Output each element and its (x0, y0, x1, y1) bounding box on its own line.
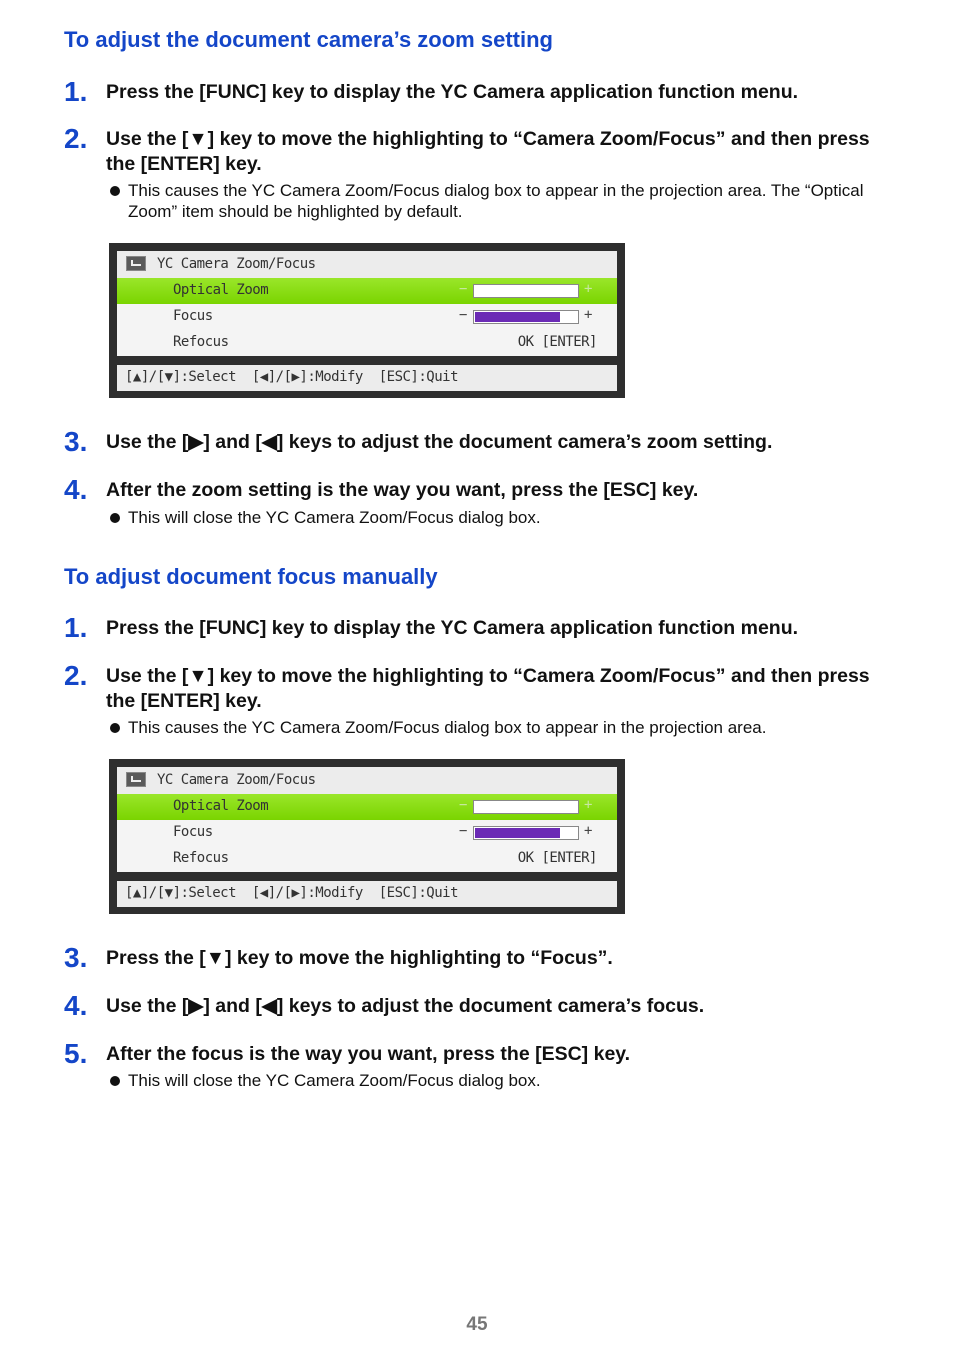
step-number: 4. (64, 990, 88, 1021)
step-number: 2. (64, 660, 88, 691)
dialog-title-bar (117, 767, 617, 794)
step-note (110, 717, 870, 738)
zoom-focus-dialog (109, 243, 625, 398)
step-text: Use the [▼] key to move the highlighting to “Camera Zoom/Focus” and then press the [ENTER] key. (106, 128, 870, 175)
optical-zoom-label: Optical Zoom (173, 282, 269, 298)
step-text: Press the [FUNC] key to display the YC Camera application function menu. (106, 81, 799, 103)
optical-zoom-slider[interactable] (473, 800, 579, 814)
step-text: After the zoom setting is the way you want, press the [ESC] key. (106, 479, 699, 501)
dialog-title: YC Camera Zoom/Focus (157, 256, 316, 272)
section-heading-focus: To adjust document focus manually (64, 564, 438, 589)
camera-app-icon (126, 772, 146, 787)
minus-icon: − (459, 307, 468, 323)
zoom-focus-dialog (109, 759, 625, 914)
camera-app-icon (126, 256, 146, 271)
refocus-label: Refocus (173, 334, 229, 350)
focus-row[interactable] (117, 820, 617, 846)
optical-zoom-row[interactable] (117, 278, 617, 304)
focus-slider[interactable] (473, 310, 579, 324)
step-text: After the focus is the way you want, press the [ESC] key. (106, 1043, 631, 1065)
dialog-title-bar (117, 251, 617, 278)
note-text: This will close the YC Camera Zoom/Focus dialog box. (128, 508, 541, 527)
step-number: 2. (64, 123, 88, 154)
bullet-icon (110, 1076, 120, 1086)
page-number: 45 (466, 1314, 488, 1335)
minus-icon: − (459, 281, 468, 297)
optical-zoom-row[interactable] (117, 794, 617, 820)
dialog-footer (117, 365, 617, 391)
step-text: Use the [▶] and [◀] keys to adjust the document camera’s focus. (106, 995, 705, 1017)
bullet-icon (110, 513, 120, 523)
plus-icon: + (584, 797, 593, 813)
step-number: 1. (64, 612, 88, 643)
step-number: 3. (64, 942, 88, 973)
slider-fill (475, 312, 560, 322)
step-text: Use the [▼] key to move the highlighting to “Camera Zoom/Focus” and then press the [ENTER] key. (106, 665, 870, 712)
dialog-title: YC Camera Zoom/Focus (157, 772, 316, 788)
optical-zoom-label: Optical Zoom (173, 798, 269, 814)
step-text: Use the [▶] and [◀] keys to adjust the document camera’s zoom setting. (106, 431, 773, 453)
step-number: 4. (64, 474, 88, 505)
minus-icon: − (459, 823, 468, 839)
note-text: This causes the YC Camera Zoom/Focus dialog box to appear in the projection area. (128, 718, 767, 737)
step-note (110, 180, 870, 222)
bullet-icon (110, 723, 120, 733)
refocus-action: OK [ENTER] (517, 850, 597, 866)
key-hints: [▲]/[▼]:Select [◀]/[▶]:Modify [ESC]:Quit (125, 369, 459, 385)
slider-fill (475, 828, 560, 838)
focus-row[interactable] (117, 304, 617, 330)
refocus-row[interactable] (117, 330, 617, 356)
step-note (110, 507, 870, 528)
dialog-footer (117, 881, 617, 907)
note-text: This causes the YC Camera Zoom/Focus dialog box to appear in the projection area. The “Optical Zoom” item should be highlighted by default. (128, 181, 864, 221)
refocus-row[interactable] (117, 846, 617, 872)
note-text: This will close the YC Camera Zoom/Focus dialog box. (128, 1071, 541, 1090)
plus-icon: + (584, 307, 593, 323)
step-number: 1. (64, 76, 88, 107)
step-number: 5. (64, 1038, 88, 1069)
focus-slider[interactable] (473, 826, 579, 840)
step-number: 3. (64, 426, 88, 457)
focus-label: Focus (173, 308, 213, 324)
refocus-action: OK [ENTER] (517, 334, 597, 350)
minus-icon: − (459, 797, 468, 813)
focus-label: Focus (173, 824, 213, 840)
refocus-label: Refocus (173, 850, 229, 866)
bullet-icon (110, 186, 120, 196)
step-text: Press the [▼] key to move the highlighting to “Focus”. (106, 947, 613, 969)
optical-zoom-slider[interactable] (473, 284, 579, 298)
key-hints: [▲]/[▼]:Select [◀]/[▶]:Modify [ESC]:Quit (125, 885, 459, 901)
step-note (110, 1070, 870, 1091)
plus-icon: + (584, 823, 593, 839)
step-text: Press the [FUNC] key to display the YC Camera application function menu. (106, 617, 799, 639)
plus-icon: + (584, 281, 593, 297)
section-heading-zoom: To adjust the document camera’s zoom setting (64, 27, 553, 52)
